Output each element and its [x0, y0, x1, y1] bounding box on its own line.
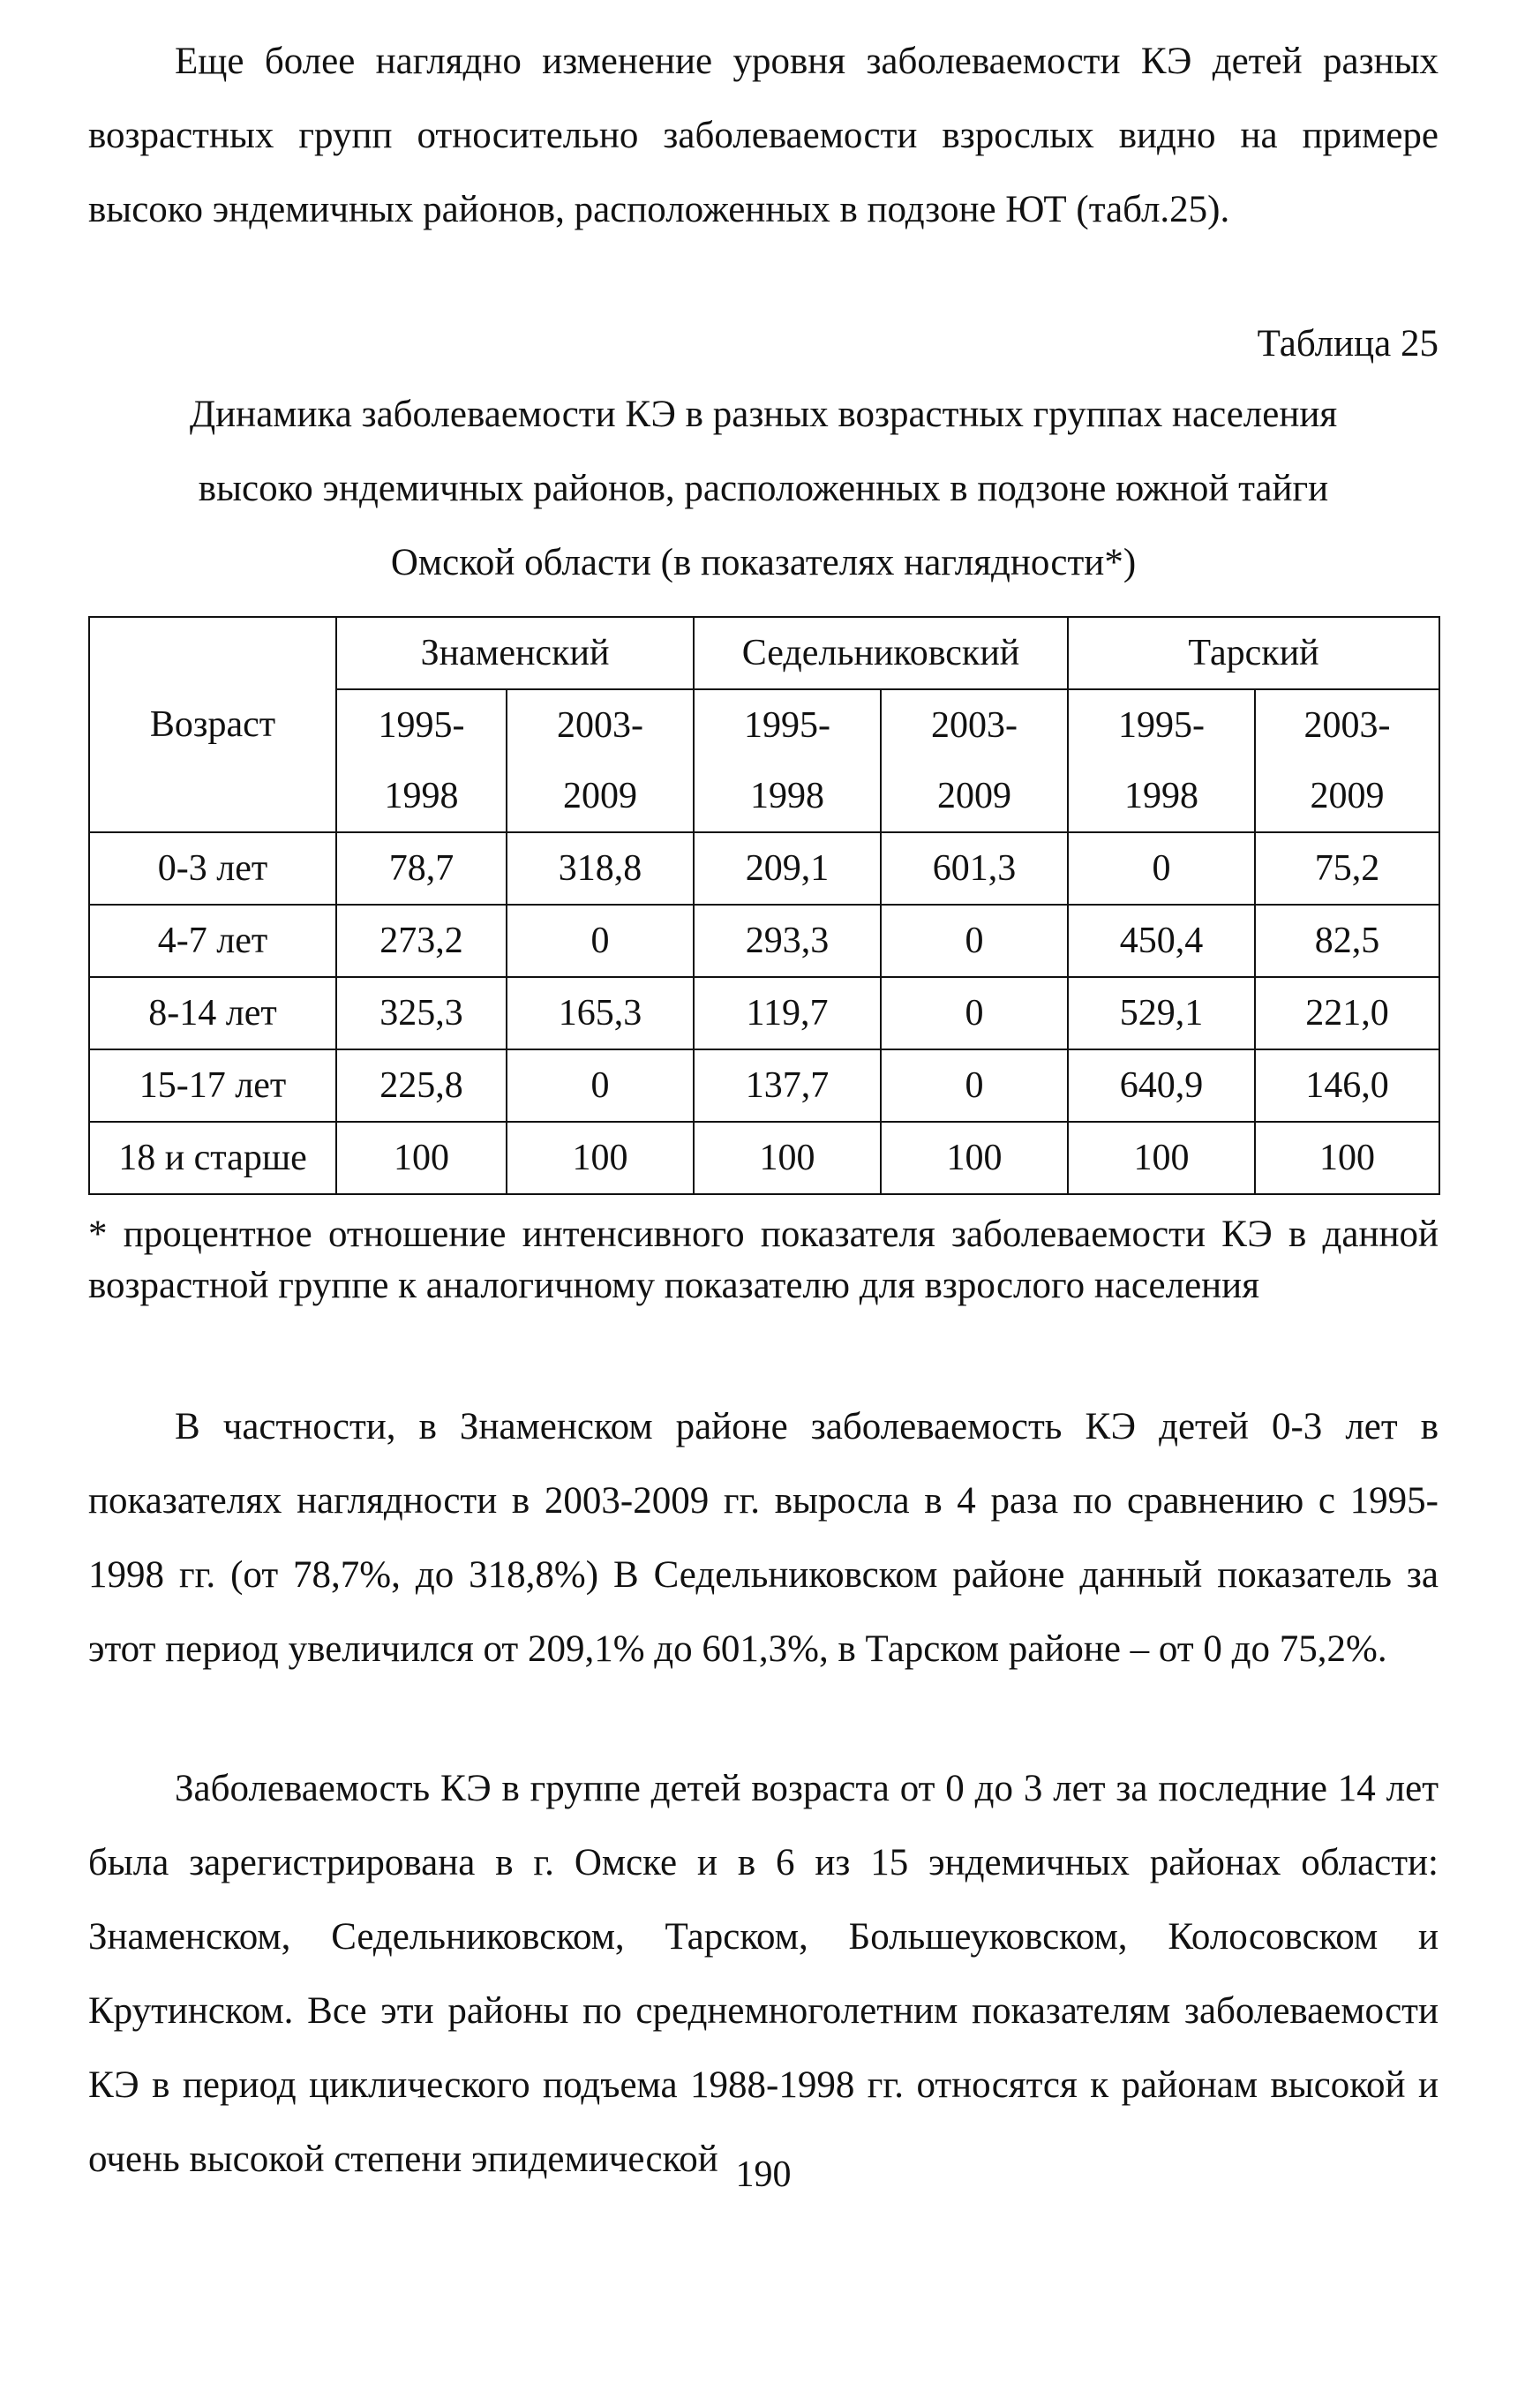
paragraph-details: В частности, в Знаменском районе заболеваемость КЭ детей 0-3 лет в показателях наглядности в 2003-2009 гг. выросла в 4 раза по сравнению с 1995-1998 гг. (от 78,7%, до 318,8%) В Седельниковском районе данный показатель за этот период увеличился от 209,1% до 601,3%, в Тарском районе – от 0 до 75,2%. — [88, 1406, 1439, 1670]
header-row-districts — [89, 617, 1439, 689]
value-cell: 640,9 — [1068, 1049, 1255, 1122]
value-cell: 100 — [881, 1122, 1068, 1194]
table-row — [89, 1122, 1439, 1194]
table-row — [89, 977, 1439, 1049]
district-header: Тарский — [1068, 617, 1439, 689]
table-number: Таблица 25 — [1257, 323, 1439, 365]
age-header: Возраст — [89, 617, 336, 832]
value-cell: 209,1 — [694, 832, 881, 905]
table-row — [89, 832, 1439, 905]
value-cell: 119,7 — [694, 977, 881, 1049]
table-row — [89, 905, 1439, 977]
value-cell: 0 — [881, 977, 1068, 1049]
age-cell: 18 и старше — [89, 1122, 336, 1194]
value-cell: 293,3 — [694, 905, 881, 977]
age-cell: 15-17 лет — [89, 1049, 336, 1122]
period-header: 2003- 2009 — [1255, 689, 1439, 832]
value-cell: 0 — [1068, 832, 1255, 905]
period-header: 1995- 1998 — [694, 689, 881, 832]
incidence-table — [88, 616, 1440, 1195]
value-cell: 0 — [881, 1049, 1068, 1122]
value-cell: 100 — [1255, 1122, 1439, 1194]
value-cell: 100 — [336, 1122, 507, 1194]
value-cell: 100 — [1068, 1122, 1255, 1194]
period-header: 1995- 1998 — [1068, 689, 1255, 832]
value-cell: 100 — [694, 1122, 881, 1194]
age-cell: 8-14 лет — [89, 977, 336, 1049]
value-cell: 100 — [507, 1122, 694, 1194]
value-cell: 78,7 — [336, 832, 507, 905]
caption-line: Омской области (в показателях наглядности*) — [390, 542, 1137, 583]
value-cell: 137,7 — [694, 1049, 881, 1122]
paragraph-intro: Еще более наглядно изменение уровня заболеваемости КЭ детей разных возрастных групп относительно заболеваемости взрослых видно на примере высоко эндемичных районов, расположенных в подзоне ЮТ (табл.25). — [88, 41, 1439, 230]
age-cell: 4-7 лет — [89, 905, 336, 977]
value-cell: 146,0 — [1255, 1049, 1439, 1122]
value-cell: 0 — [881, 905, 1068, 977]
value-cell: 75,2 — [1255, 832, 1439, 905]
page-number: 190 — [735, 2154, 792, 2195]
period-header: 2003- 2009 — [507, 689, 694, 832]
period-header: 2003- 2009 — [881, 689, 1068, 832]
value-cell: 225,8 — [336, 1049, 507, 1122]
district-header: Седельниковский — [694, 617, 1068, 689]
table-caption — [88, 378, 1439, 600]
age-cell: 0-3 лет — [89, 832, 336, 905]
value-cell: 165,3 — [507, 977, 694, 1049]
value-cell: 325,3 — [336, 977, 507, 1049]
district-header: Знаменский — [336, 617, 694, 689]
value-cell: 450,4 — [1068, 905, 1255, 977]
caption-line: высоко эндемичных районов, расположенных в подзоне южной тайги — [198, 468, 1329, 509]
table-row — [89, 1049, 1439, 1122]
value-cell: 0 — [507, 1049, 694, 1122]
table-footnote: * процентное отношение интенсивного показателя заболеваемости КЭ в данной возрастной группе к аналогичному показателю для взрослого населения — [88, 1214, 1439, 1306]
value-cell: 529,1 — [1068, 977, 1255, 1049]
caption-line: Динамика заболеваемости КЭ в разных возрастных группах населения — [189, 394, 1338, 435]
value-cell: 601,3 — [881, 832, 1068, 905]
value-cell: 82,5 — [1255, 905, 1439, 977]
value-cell: 273,2 — [336, 905, 507, 977]
period-header: 1995- 1998 — [336, 689, 507, 832]
value-cell: 221,0 — [1255, 977, 1439, 1049]
table-body — [89, 832, 1439, 1194]
paragraph-districts: Заболеваемость КЭ в группе детей возраста от 0 до 3 лет за последние 14 лет была зарегистрирована в г. Омске и в 6 из 15 эндемичных районах области: Знаменском, Седельниковском, Тарском, Большеуковском, Колосовском и Крутинском. Все эти районы по среднемноголетним показателям заболеваемости КЭ в период циклического подъема 1988-1998 гг. относятся к районам высокой и очень высокой степени эпидемической — [88, 1768, 1439, 2180]
value-cell: 318,8 — [507, 832, 694, 905]
value-cell: 0 — [507, 905, 694, 977]
